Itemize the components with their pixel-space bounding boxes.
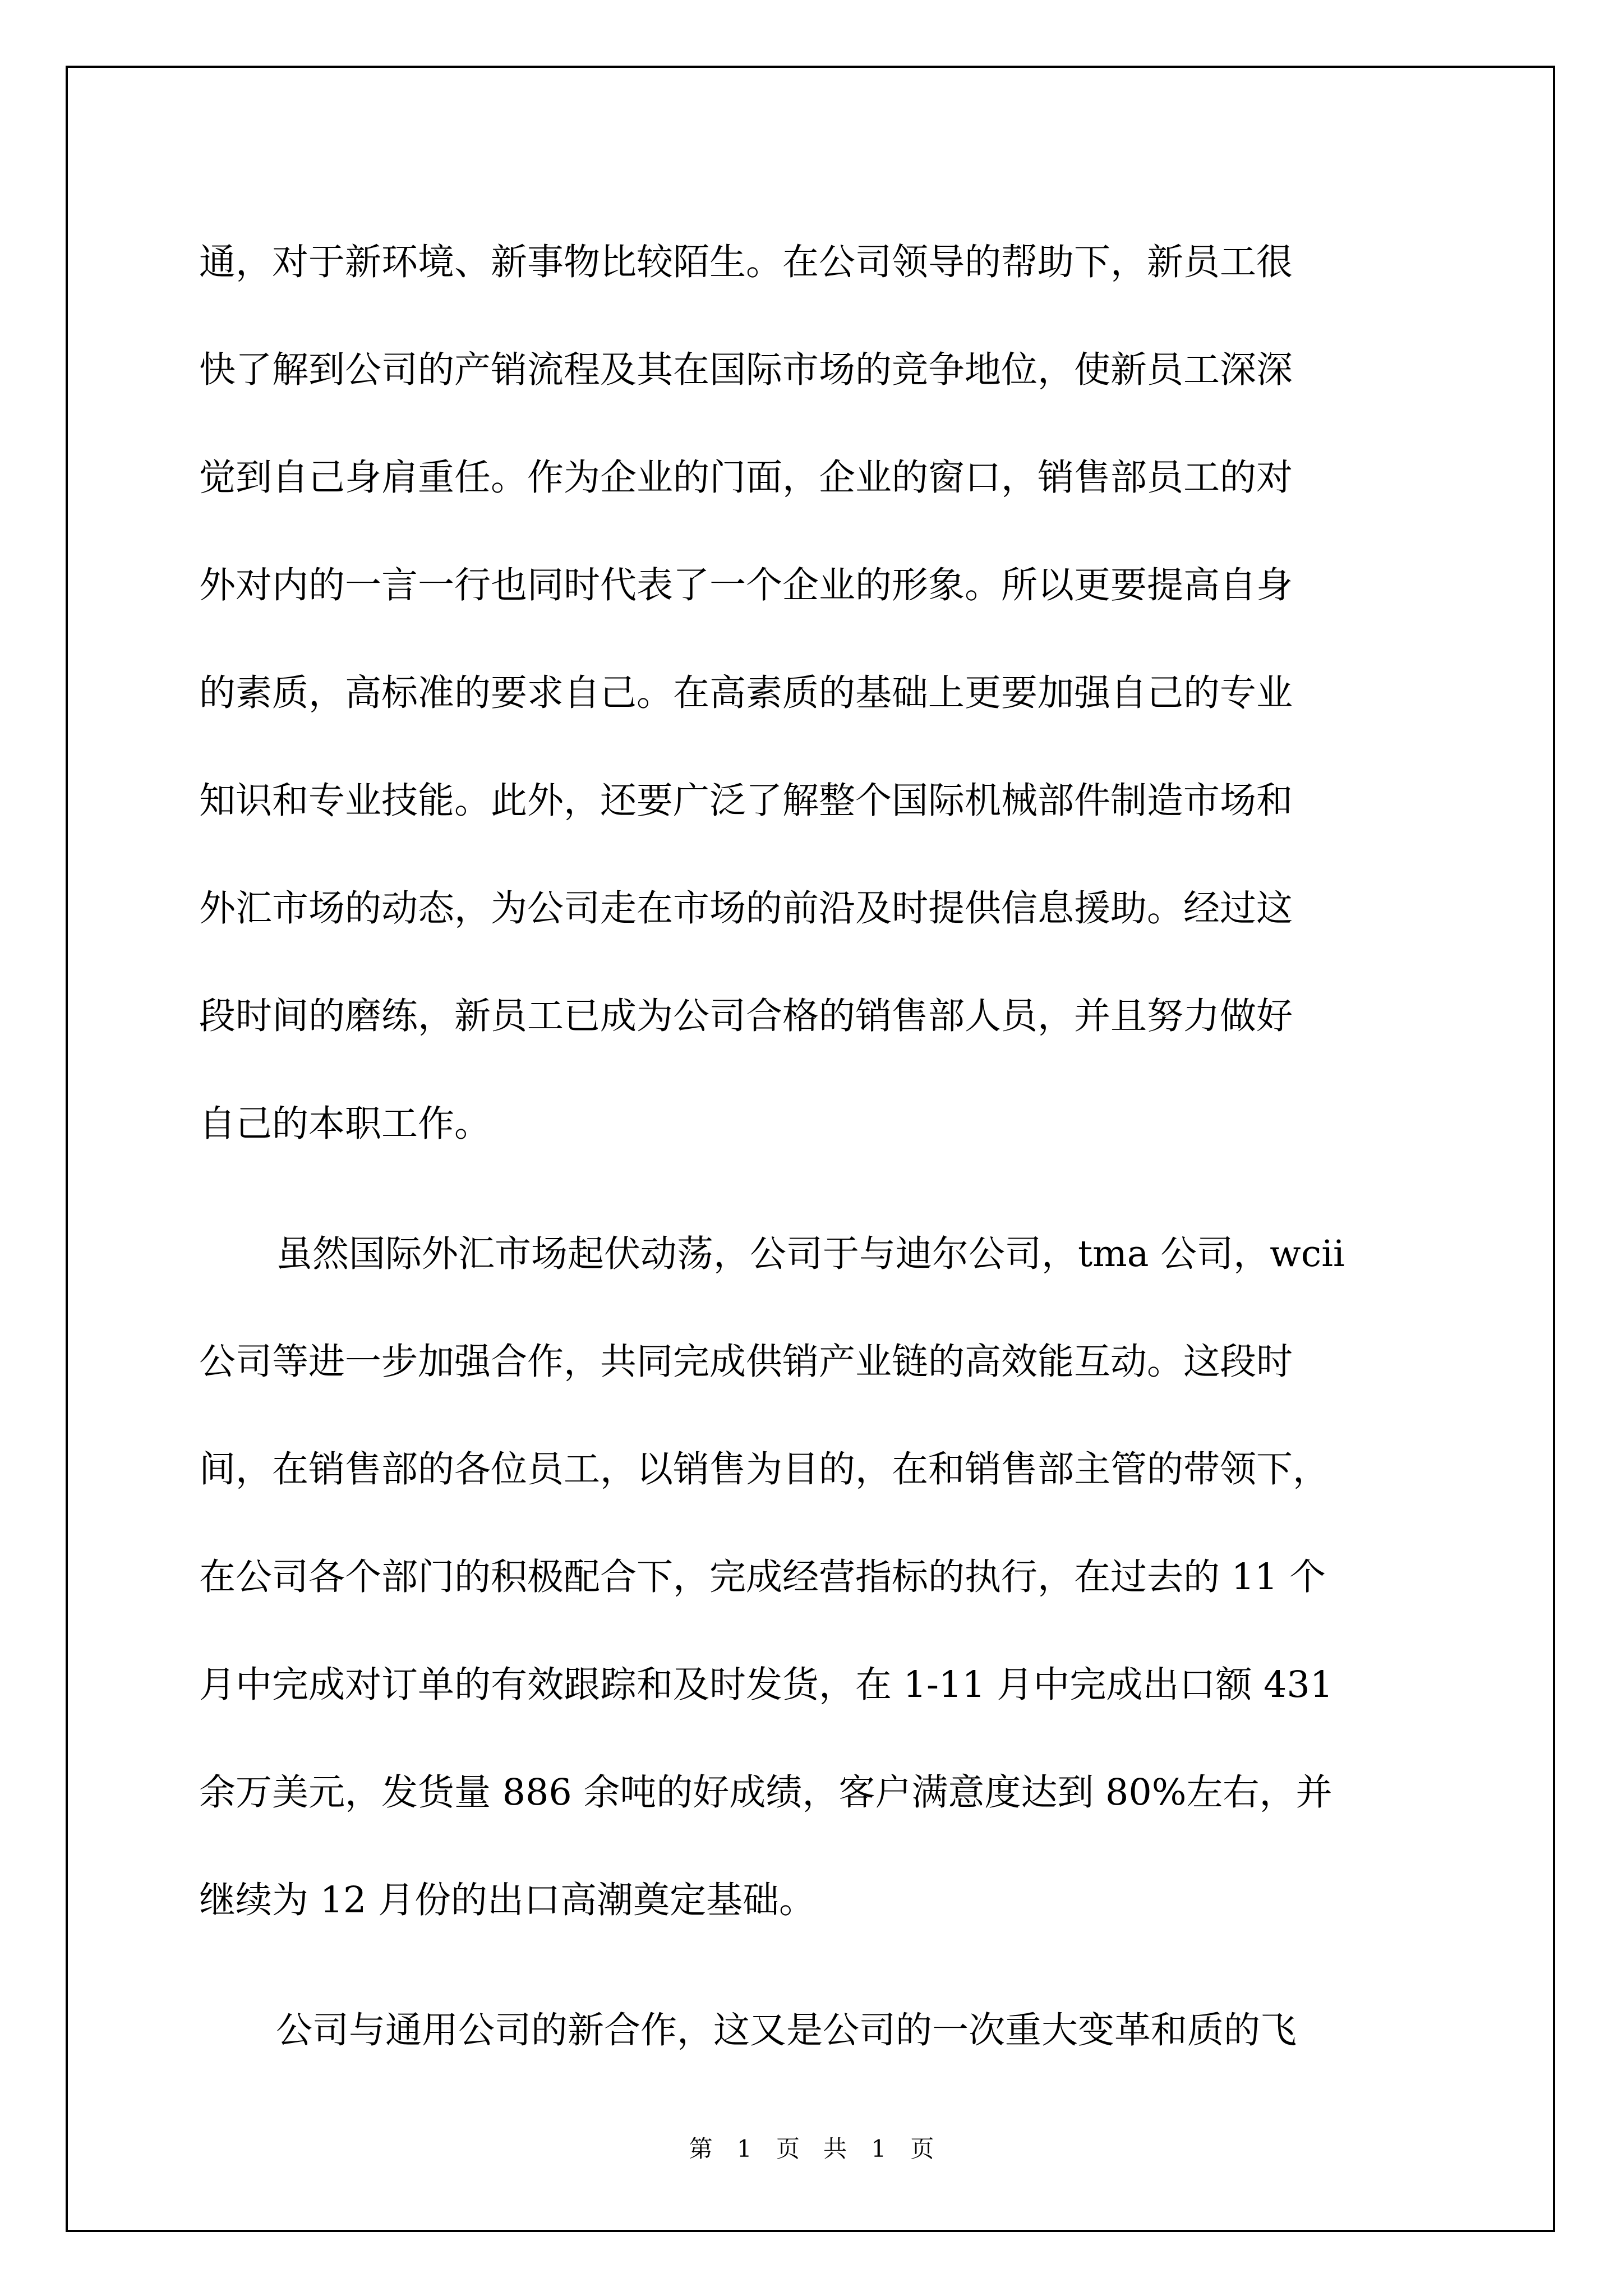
document-body	[199, 209, 1433, 2085]
text-line: 虽然国际外汇市场起伏动荡，公司于与迪尔公司，tma 公司，wcii	[276, 1233, 1345, 1275]
text-line: 自己的本职工作。	[199, 1103, 491, 1145]
text-line: 快了解到公司的产销流程及其在国际市场的竞争地位，使新员工深深	[199, 349, 1293, 391]
paragraph-2	[199, 1200, 1433, 1954]
text-line: 继续为 12 月份的出口高潮奠定基础。	[199, 1879, 816, 1921]
page-number: 第 1 页 共 1 页	[689, 2135, 934, 2162]
page-footer	[0, 2131, 1623, 2164]
text-line: 段时间的磨练，新员工已成为公司合格的销售部人员，并且努力做好	[199, 995, 1293, 1037]
text-line: 觉到自己身肩重任。作为企业的门面，企业的窗口，销售部员工的对	[199, 457, 1293, 499]
text-line: 公司等进一步加强合作，共同完成供销产业链的高效能互动。这段时	[199, 1341, 1293, 1383]
text-line: 公司与通用公司的新合作，这又是公司的一次重大变革和质的飞	[276, 2009, 1297, 2051]
paragraph-3	[199, 1977, 1433, 2085]
text-line: 在公司各个部门的积极配合下，完成经营指标的执行，在过去的 11 个	[199, 1556, 1326, 1598]
paragraph-gap	[199, 1954, 1433, 1977]
text-line: 间，在销售部的各位员工，以销售为目的，在和销售部主管的带领下，	[199, 1448, 1330, 1490]
text-line: 月中完成对订单的有效跟踪和及时发货，在 1-11 月中完成出口额 431	[199, 1664, 1334, 1706]
text-line: 的素质，高标准的要求自己。在高素质的基础上更要加强自己的专业	[199, 672, 1293, 714]
text-line: 知识和专业技能。此外，还要广泛了解整个国际机械部件制造市场和	[199, 780, 1293, 822]
text-line: 外对内的一言一行也同时代表了一个企业的形象。所以更要提高自身	[199, 564, 1293, 606]
text-line: 余万美元，发货量 886 余吨的好成绩，客户满意度达到 80%左右，并	[199, 1772, 1332, 1814]
text-line: 外汇市场的动态，为公司走在市场的前沿及时提供信息援助。经过这	[199, 887, 1293, 930]
paragraph-1	[199, 209, 1433, 1178]
paragraph-gap	[199, 1178, 1433, 1200]
text-line: 通，对于新环境、新事物比较陌生。在公司领导的帮助下，新员工很	[199, 241, 1293, 283]
